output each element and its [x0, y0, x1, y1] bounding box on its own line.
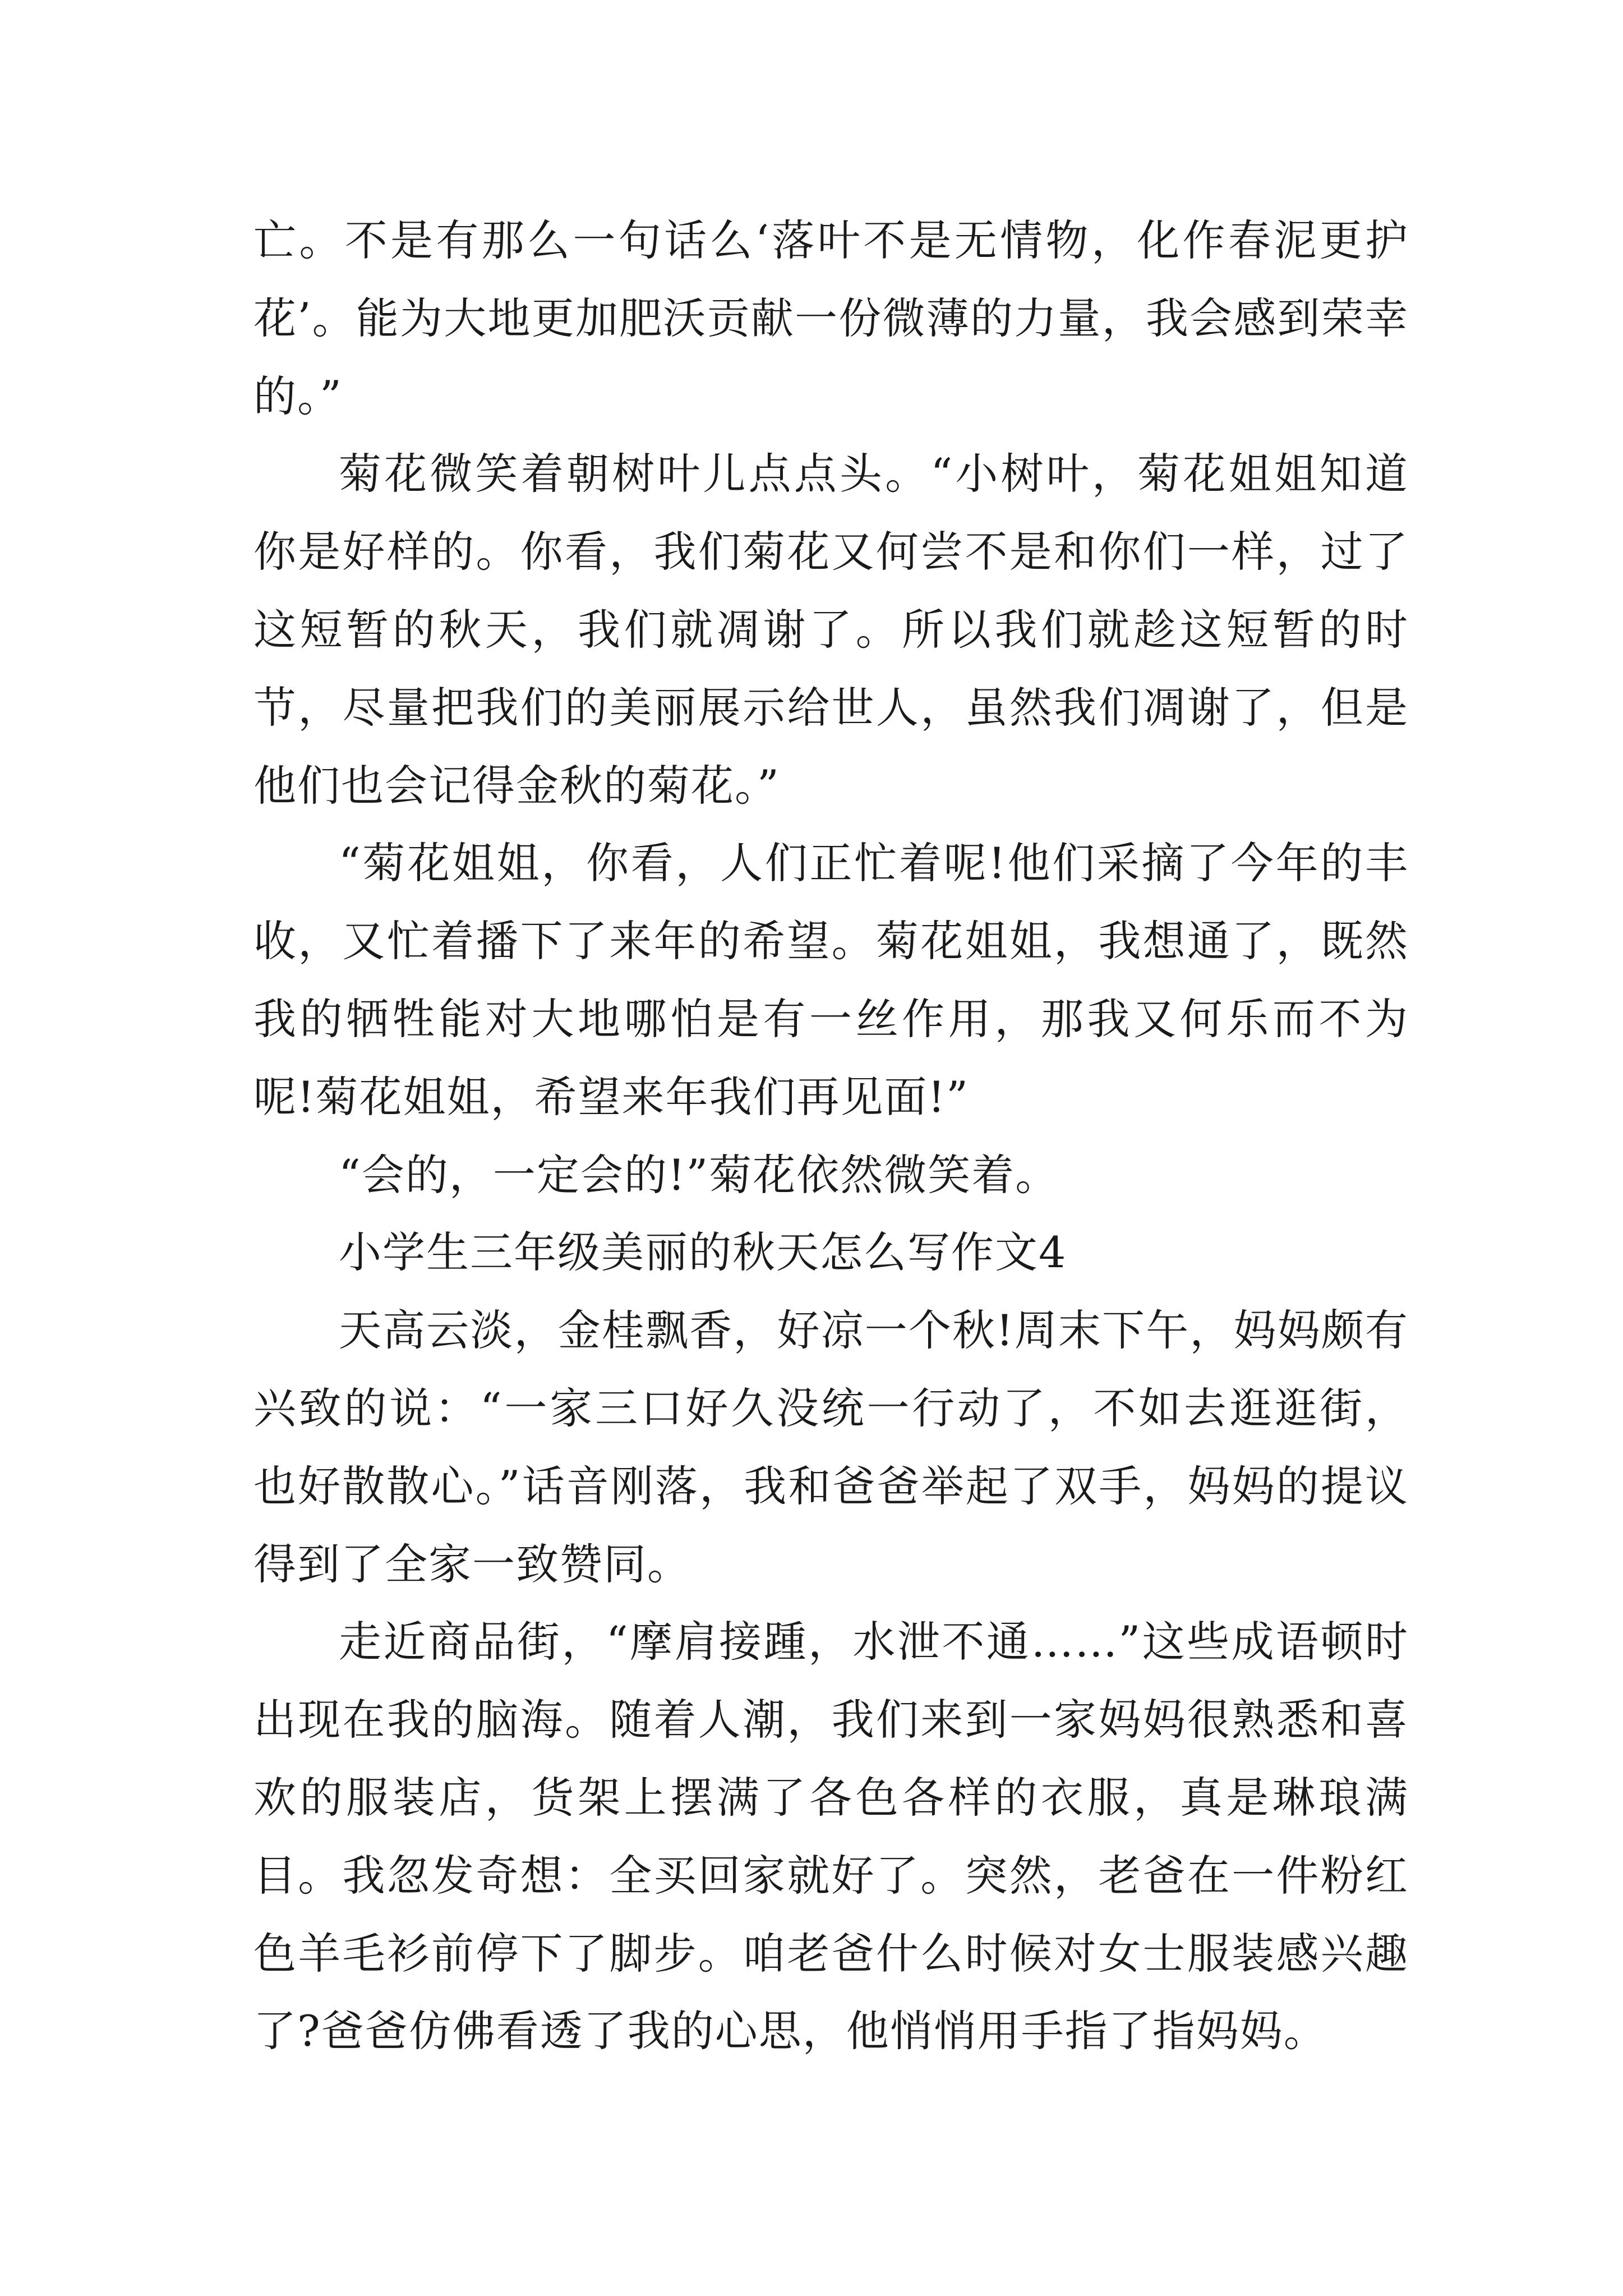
section-heading: 小学生三年级美丽的秋天怎么写作文4 — [339, 1227, 1067, 1278]
document-body — [253, 202, 1409, 2070]
paragraph: 走近商品街，“摩肩接踵，水泄不通……”这些成语顿时出现在我的脑海。随着人潮，我们来到一家妈妈很熟悉和喜欢的服装店，货架上摆满了各色各样的衣服，真是琳琅满目。我忽发奇想：全买回家就好了。突然，老爸在一件粉红色羊毛衫前停下了脚步。咱老爸什么时候对女士服装感兴趣了?爸爸仿佛看透了我的心思，他悄悄用手指了指妈妈。 — [253, 1617, 1409, 2056]
paragraph: 菊花微笑着朝树叶儿点点头。“小树叶，菊花姐姐知道你是好样的。你看，我们菊花又何尝不是和你们一样，过了这短暂的秋天，我们就凋谢了。所以我们就趁这短暂的时节，尽量把我们的美丽展示给世人，虽然我们凋谢了，但是他们也会记得金秋的菊花。” — [253, 449, 1409, 811]
paragraph-continuation: 亡。不是有那么一句话么‘落叶不是无情物，化作春泥更护花’。能为大地更加肥沃贡献一份微薄的力量，我会感到荣幸的。” — [253, 215, 1409, 421]
paragraph: “会的，一定会的!”菊花依然微笑着。 — [339, 1149, 1059, 1200]
paragraph: “菊花姐姐，你看，人们正忙着呢!他们采摘了今年的丰收，又忙着播下了来年的希望。菊花姐姐，我想通了，既然我的牺牲能对大地哪怕是有一丝作用，那我又何乐而不为呢!菊花姐姐，希望来年我们再见面!” — [253, 838, 1409, 1122]
paragraph: 天高云淡，金桂飘香，好凉一个秋!周末下午，妈妈颇有兴致的说：“一家三口好久没统一行动了，不如去逛逛街，也好散散心。”话音刚落，我和爸爸举起了双手，妈妈的提议得到了全家一致赞同。 — [253, 1305, 1409, 1589]
